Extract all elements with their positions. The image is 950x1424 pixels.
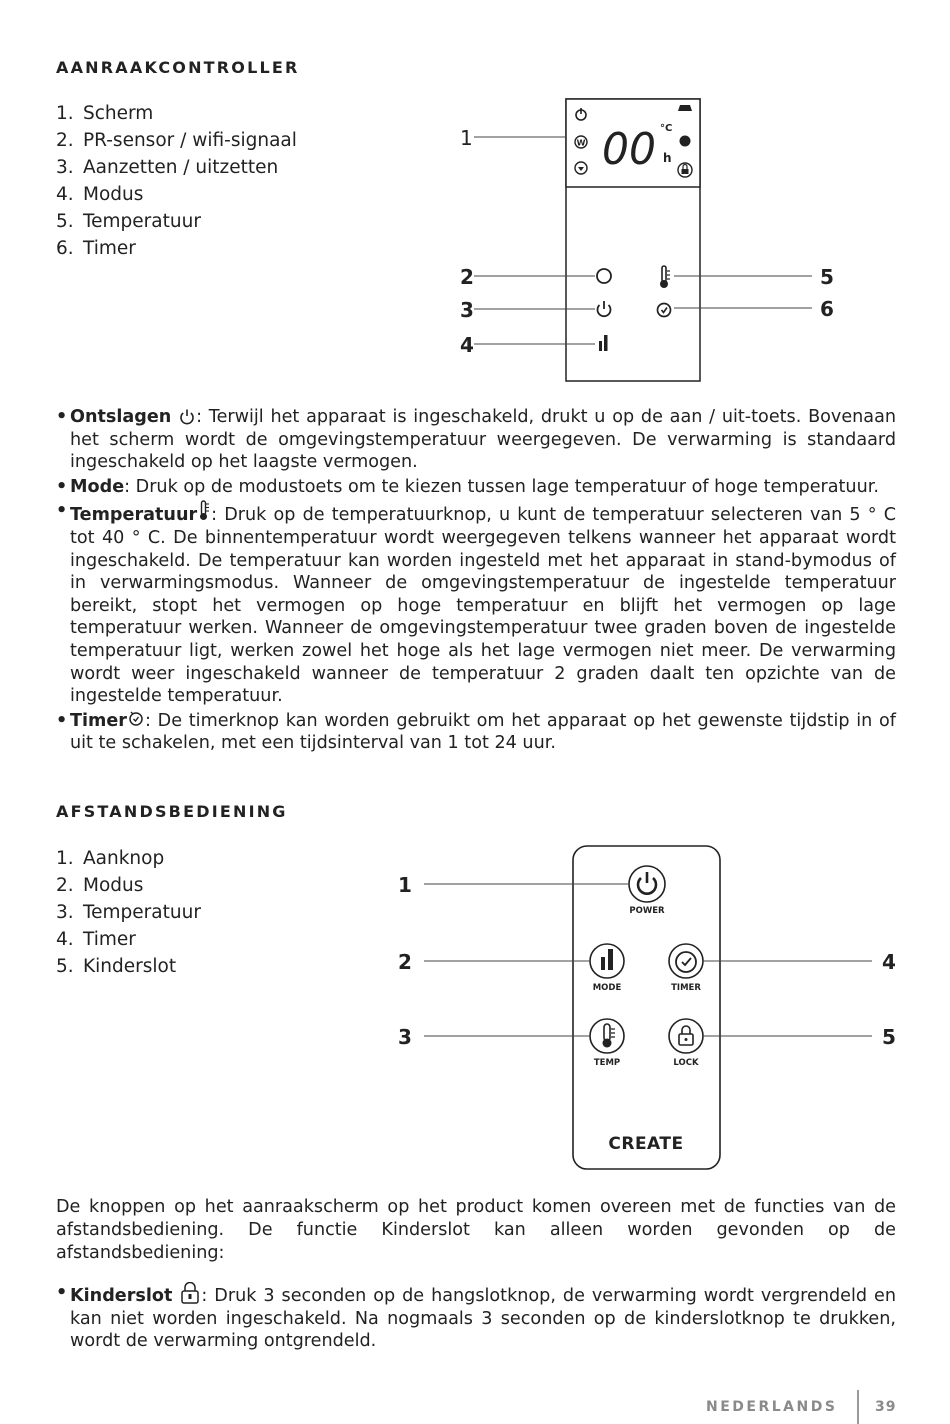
callout-number: 2 xyxy=(398,950,412,974)
list-item: 5. Kinderslot xyxy=(56,956,177,977)
function-text: : De timerknop kan worden gebruikt om het apparaat op het gewenste tijdstip in of uit te schakelen, met een tijdsinterval van 1 tot 24 uur. xyxy=(70,710,896,754)
callout-number: 2 xyxy=(460,265,474,289)
list-item: 1. Aanknop xyxy=(56,848,165,869)
lock-button-label: LOCK xyxy=(673,1058,699,1068)
touch-controller-parts-list xyxy=(56,100,297,262)
section-heading-remote-control: AFSTANDSBEDIENING xyxy=(56,802,288,821)
timer-icon xyxy=(128,710,144,727)
section-heading-touch-controller: AANRAAKCONTROLLER xyxy=(56,58,300,77)
list-item: 2. Modus xyxy=(56,875,144,896)
power-button-label: POWER xyxy=(629,906,665,916)
temp-button xyxy=(590,1019,624,1053)
remote-parts-list xyxy=(56,845,201,980)
svg-text:W: W xyxy=(576,138,586,148)
display-unit-hours: h xyxy=(663,151,672,165)
callout-number: 1 xyxy=(398,873,412,897)
list-item: 4. Modus xyxy=(56,184,144,205)
touch-controller-diagram xyxy=(450,95,850,385)
function-text: : Druk op de modustoets om te kiezen tussen lage temperatuur of hoge temperatuur. xyxy=(124,476,879,497)
timer-button xyxy=(669,944,703,978)
function-term: Mode xyxy=(70,476,125,497)
callout-number: 4 xyxy=(882,950,896,974)
function-term: Kinderslot xyxy=(70,1286,173,1306)
callout-number: 5 xyxy=(820,265,834,289)
list-item: 3. Temperatuur xyxy=(56,902,201,923)
page-number: 39 xyxy=(875,1399,897,1415)
list-item: • Temperatuur : Druk op de temperatuurknop, u kunt de temperatuur selecteren van 5 ° C tot 40 ° C. De binnentemperatuur wordt weergegeven telkens wanneer het apparaat wordt ingeschakeld. De temperatuur kan worden ingesteld met het apparaat in stand-bymodus of in verwarmingsmodus. Wanneer de omgevingstemperatuur de ingestelde temperatuur bereikt, stopt het vermogen op hoge temperatuur en blijft het vermogen op lage temperatuur werken. Wanneer de omgevingstemperatuur twee graden boven de ingestelde temperatuur ligt, werken zowel het hoge als het lage vermogen niet meer. De verwarming wordt weer ingeschakeld wanneer de temperatuur 2 graden daalt ten opzichte van de ingestelde temperatuur. xyxy=(56,501,896,707)
function-term: Temperatuur xyxy=(70,505,198,526)
brand-logo: CREATE xyxy=(608,1134,684,1154)
child-lock-description xyxy=(56,1282,896,1353)
function-text: : Druk 3 seconden op de hangslotknop, de verwarming wordt vergrendeld en kan niet worden ingeschakeld. Na nogmaals 3 seconden op de kinderslotknop te drukken, wordt de verwarming ontgrendeld. xyxy=(70,1286,896,1352)
list-item: 5. Temperatuur xyxy=(56,211,201,232)
list-item: • Ontslagen : Terwijl het apparaat is ingeschakeld, drukt u op de aan / uit-toets. Bovenaan het scherm wordt de omgevingstemperatuur weergegeven. De verwarming is standaard ingeschakeld op het laagste vermogen. xyxy=(56,407,897,473)
remote-note-paragraph: De knoppen op het aanraakscherm op het product komen overeen met de functies van de afstandsbediening. De functie Kinderslot kan alleen worden gevonden op de afstandsbediening: xyxy=(56,1197,896,1263)
footer-language: NEDERLANDS xyxy=(706,1399,838,1415)
list-item: • Kinderslot : Druk 3 seconden op de hangslotknop, de verwarming wordt vergrendeld en kan niet worden ingeschakeld. Na nogmaals 3 seconden op de kinderslotknop te drukken, wordt de verwarming ontgrendeld. xyxy=(56,1283,896,1352)
list-item: • Mode: Druk op de modustoets om te kiezen tussen lage temperatuur of hoge temperatuur. xyxy=(56,476,879,497)
display-digits: 00 xyxy=(602,124,656,175)
list-item: 1. Scherm xyxy=(56,103,154,124)
heat-mode-indicator-icon xyxy=(678,105,692,111)
wifi-indicator-icon xyxy=(575,136,587,148)
callout-number: 5 xyxy=(882,1025,896,1049)
list-item: 2. PR-sensor / wifi-signaal xyxy=(56,130,297,151)
function-term: Ontslagen xyxy=(70,407,172,427)
timer-button-label: TIMER xyxy=(671,983,701,993)
list-item: 6. Timer xyxy=(56,238,136,259)
callout-number: 3 xyxy=(460,298,474,322)
callout-number: 6 xyxy=(820,297,834,321)
display-unit-celsius: °C xyxy=(660,123,673,134)
temp-button-label: TEMP xyxy=(593,1058,621,1068)
padlock-icon xyxy=(180,1282,200,1304)
mode-button xyxy=(590,944,624,978)
remote-control-diagram xyxy=(390,840,900,1175)
function-descriptions xyxy=(56,406,896,755)
list-item: • Timer : De timerknop kan worden gebruikt om het apparaat op het gewenste tijdstip in of uit te schakelen, met een tijdsinterval van 1 tot 24 uur. xyxy=(56,710,896,754)
footer-divider xyxy=(857,1390,859,1424)
mode-button-label: MODE xyxy=(592,983,622,993)
power-icon xyxy=(179,408,195,425)
callout-number: 3 xyxy=(398,1025,412,1049)
callout-number: 4 xyxy=(460,333,474,357)
lock-button xyxy=(669,1019,703,1053)
power-button xyxy=(629,866,665,902)
function-term: Timer xyxy=(70,710,127,731)
power-level-indicator-icon xyxy=(680,136,691,147)
callout-number: 1 xyxy=(460,126,473,150)
thermometer-icon xyxy=(198,500,210,522)
function-text: : Terwijl het apparaat is ingeschakeld, drukt u op de aan / uit-toets. Bovenaan het scherm wordt de omgevingstemperatuur weergegeven. De verwarming is standaard ingeschakeld op het laagste vermogen. xyxy=(70,407,897,473)
list-item: 3. Aanzetten / uitzetten xyxy=(56,157,279,178)
function-text: : Druk op de temperatuurknop, u kunt de temperatuur selecteren van 5 ° C tot 40 ° C. De binnentemperatuur wordt weergegeven telkens wanneer het apparaat wordt ingeschakeld. De temperatuur kan worden ingesteld met het apparaat in stand-bymodus of in verwarmingsmodus. Wanneer de omgevingstemperatuur de ingestelde temperatuur bereikt, stopt het vermogen op hoge temperatuur en blijft het vermogen op lage temperatuur werken. Wanneer de omgevingstemperatuur twee graden boven de ingestelde temperatuur ligt, werken zowel het hoge als het lage vermogen niet meer. De verwarming wordt weer ingeschakeld wanneer de temperatuur 2 graden daalt ten opzichte van de ingestelde temperatuur. xyxy=(70,505,896,707)
list-item: 4. Timer xyxy=(56,929,136,950)
